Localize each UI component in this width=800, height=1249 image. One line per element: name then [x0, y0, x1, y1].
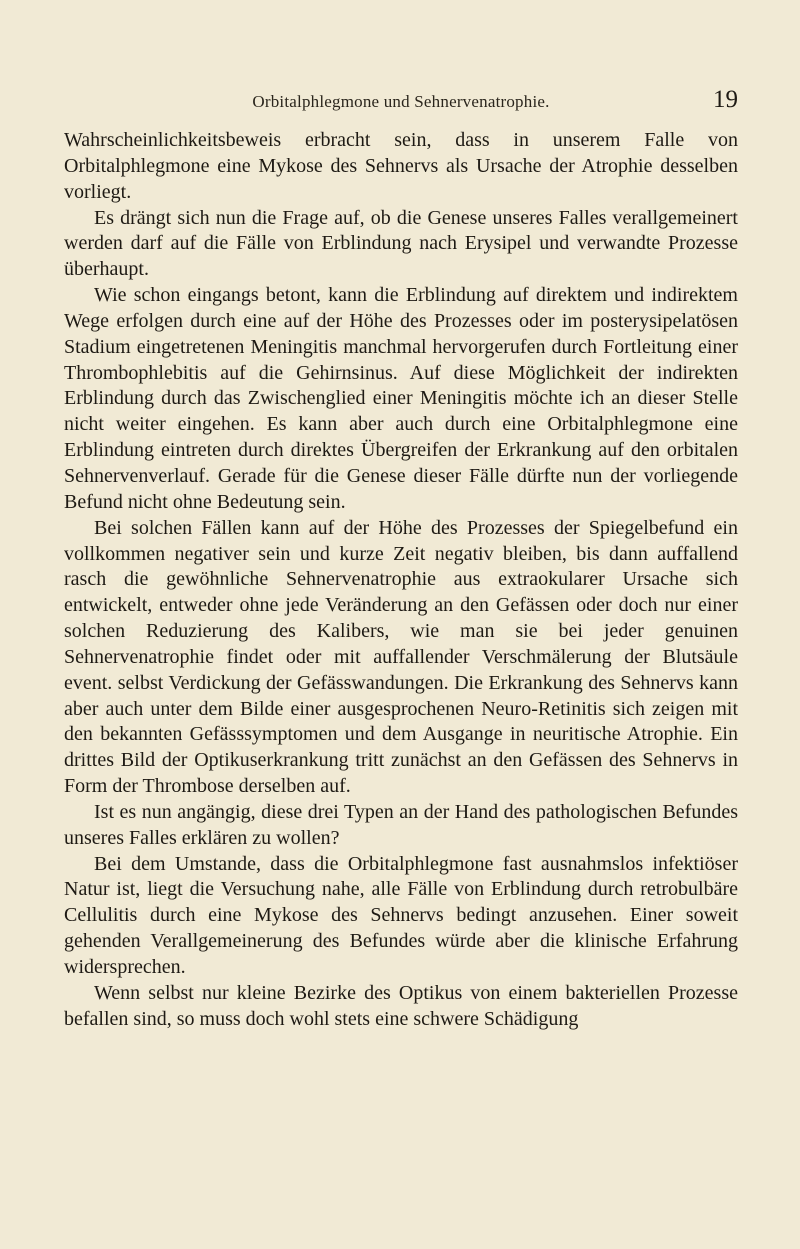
paragraph: Bei solchen Fällen kann auf der Höhe des Prozesses der Spiegelbefund ein vollkommen negativer sein und kurze Zeit negativ bleiben, bis dann auffallend rasch die gewöhnliche Sehnervenatrophie aus extraokularer Ursache sich entwickelt, entweder ohne jede Veränderung an den Gefässen oder doch nur einer solchen Reduzierung des Kalibers, wie man sie bei jeder genuinen Sehnervenatrophie findet oder mit auffallender Verschmälerung der Blutsäule event. selbst Verdickung der Gefässwandungen. Die Erkrankung des Sehnervs kann aber auch unter dem Bilde einer ausgesprochenen Neuro-Retinitis sich zeigen mit den bekannten Gefässsymptomen und dem Ausgange in neuritische Atrophie. Ein drittes Bild der Optikuserkrankung tritt zunächst an den Gefässen des Sehnervs in Form der Thrombose derselben auf.: [64, 516, 738, 798]
page-number: 19: [713, 86, 738, 113]
body-text: [64, 128, 738, 1033]
paragraph: Wie schon eingangs betont, kann die Erblindung auf direktem und indirektem Wege erfolgen durch eine auf der Höhe des Prozesses oder im posterysipelatösen Stadium eingetretenen Meningitis manchmal hervorgerufen durch Fortleitung einer Thrombophlebitis auf die Gehirnsinus. Auf diese Möglichkeit der indirekten Erblindung durch das Zwischenglied einer Meningitis möchte ich an dieser Stelle nicht weiter eingehen. Es kann aber auch durch eine Orbitalphlegmone eine Erblindung eintreten durch direktes Übergreifen der Erkrankung auf den orbitalen Sehnervenverlauf. Gerade für die Genese dieser Fälle dürfte nun der vorliegende Befund nicht ohne Bedeutung sein.: [64, 284, 738, 513]
paragraph: Es drängt sich nun die Frage auf, ob die Genese unseres Falles verallgemeinert werden darf auf die Fälle von Erblindung nach Erysipel und verwandte Prozesse überhaupt.: [64, 206, 738, 281]
paragraph: Ist es nun angängig, diese drei Typen an der Hand des pathologischen Befundes unseres Falles erklären zu wollen?: [64, 800, 738, 849]
running-title: Orbitalphlegmone und Sehnervenatrophie.: [252, 92, 550, 111]
paragraph: Wahrscheinlichkeitsbeweis erbracht sein, dass in unserem Falle von Orbitalphlegmone eine Mykose des Sehnervs als Ursache der Atrophie desselben vorliegt.: [64, 129, 738, 203]
paragraph: Wenn selbst nur kleine Bezirke des Optikus von einem bakteriellen Prozesse befallen sind, so muss doch wohl stets eine schwere Schädigung: [64, 981, 738, 1030]
running-head: [64, 86, 738, 120]
paragraph: Bei dem Umstande, dass die Orbitalphlegmone fast ausnahmslos infektiöser Natur ist, liegt die Versuchung nahe, alle Fälle von Erblindung durch retrobulbäre Cellulitis durch eine Mykose des Sehnervs bedingt anzusehen. Einer soweit gehenden Verallgemeinerung des Befundes würde aber die klinische Erfahrung widersprechen.: [64, 852, 738, 978]
